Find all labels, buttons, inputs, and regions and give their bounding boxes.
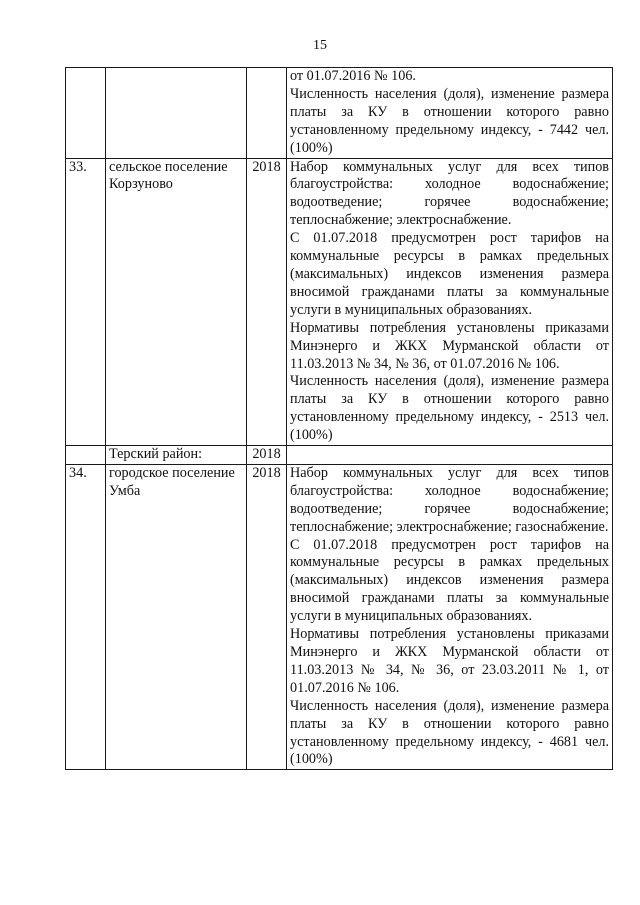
description-paragraph: С 01.07.2018 предусмотрен рост тарифов на коммунальные ресурсы в рамках предельных (максимальных) индексов изменения размера вносимой гражданами платы за коммунальные услуги в муниципальных образованиях.	[290, 536, 609, 625]
description-cell	[287, 446, 613, 465]
description-cell	[287, 158, 613, 446]
description-paragraph: от 01.07.2016 № 106.	[290, 68, 416, 84]
row-number: 33.	[66, 158, 106, 446]
description-cell	[287, 68, 613, 159]
description-paragraph: Численность населения (доля), изменение размера платы за КУ в отношении которого равно установленному предельному индексу, - 2513 чел. (100%)	[290, 373, 609, 444]
year-cell: 2018	[247, 446, 287, 465]
description-paragraph: Численность населения (доля), изменение размера платы за КУ в отношении которого равно установленному предельному индексу, - 7442 чел. (100%)	[290, 85, 609, 156]
table-row	[66, 464, 613, 769]
table-row	[66, 68, 613, 159]
municipality-name: городское поселение Умба	[106, 464, 247, 769]
year-cell: 2018	[247, 464, 287, 769]
municipality-name	[106, 68, 247, 159]
year-cell: 2018	[247, 158, 287, 446]
page-number: 15	[313, 38, 327, 53]
table-row	[66, 158, 613, 446]
tariff-table	[65, 67, 613, 770]
description-paragraph: Набор коммунальных услуг для всех типов благоустройства: холодное водоснабжение; водоотведение; горячее водоснабжение; теплоснабжение; электроснабжение.	[290, 158, 609, 229]
row-number: 34.	[66, 464, 106, 769]
municipality-name: Терский район:	[106, 446, 247, 465]
table-body	[66, 68, 613, 770]
row-number	[66, 68, 106, 159]
municipality-name: сельское поселение Корзуново	[106, 158, 247, 446]
year-cell	[247, 68, 287, 159]
row-number	[66, 446, 106, 465]
table-row	[66, 446, 613, 465]
description-paragraph: Численность населения (доля), изменение размера платы за КУ в отношении которого равно установленному предельному индексу, - 4681 чел. (100%)	[290, 697, 609, 768]
description-paragraph: Нормативы потребления установлены приказами Минэнерго и ЖКХ Мурманской области от 11.03.2013 № 34, № 36, от 01.07.2016 № 106.	[290, 319, 609, 372]
description-paragraph: С 01.07.2018 предусмотрен рост тарифов на коммунальные ресурсы в рамках предельных (максимальных) индексов изменения размера вносимой гражданами платы за коммунальные услуги в муниципальных образованиях.	[290, 230, 609, 318]
description-paragraph: Нормативы потребления установлены приказами Минэнерго и ЖКХ Мурманской области от 11.03.2013 № 34, № 36, от 23.03.2011 № 1, от 01.07.2016 № 106.	[290, 626, 609, 696]
description-cell	[287, 464, 613, 769]
description-paragraph: Набор коммунальных услуг для всех типов благоустройства: холодное водоснабжение; водоотведение; горячее водоснабжение; теплоснабжение; электроснабжение; газоснабжение.	[290, 464, 609, 535]
